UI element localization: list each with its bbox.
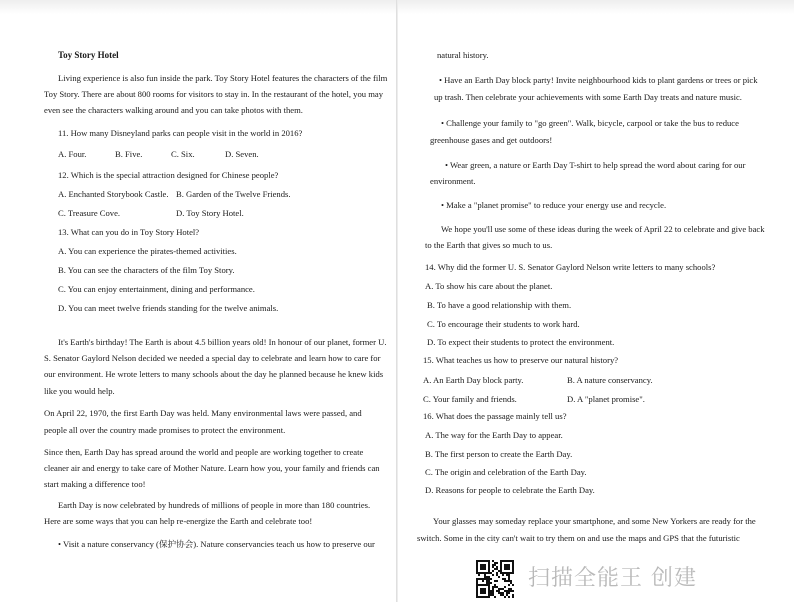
passage-line: • Make a "planet promise" to reduce your energy use and recycle. xyxy=(441,200,667,210)
passage-line: • Challenge your family to "go green". Walk, bicycle, carpool or take the bus to reduce xyxy=(441,118,739,128)
q15-option-b: B. A nature conservancy. xyxy=(567,375,653,385)
passage-line: S. Senator Gaylord Nelson decided we needed a special day to celebrate and learn how to care for xyxy=(44,353,381,363)
qr-module xyxy=(484,568,486,570)
q14-option-b: B. To have a good relationship with them. xyxy=(427,300,572,310)
q13-option-c: C. You can enjoy entertainment, dining and performance. xyxy=(58,284,255,294)
q11-option-b: B. Five. xyxy=(115,149,143,159)
q13-option-a: A. You can experience the pirates-themed activities. xyxy=(58,246,237,256)
passage-line: Earth Day is now celebrated by hundreds of millions of people in more than 180 countries. xyxy=(58,500,371,510)
passage-line: our environment. He wrote letters to many schools about the day he planned because he knew kids xyxy=(44,369,384,379)
passage-line: cleaner air and energy to take care of Mother Nature. Learn how you, your family and friends can xyxy=(44,463,380,473)
qr-module xyxy=(484,592,486,594)
q11-option-c: C. Six. xyxy=(171,149,195,159)
passage-line: to the Earth that gives so much to us. xyxy=(425,240,553,250)
passage-line: Your glasses may someday replace your smartphone, and some New Yorkers are ready for the xyxy=(433,516,756,526)
q16-option-a: A. The way for the Earth Day to appear. xyxy=(425,430,563,440)
scanner-watermark xyxy=(476,560,794,600)
q12-option-a: A. Enchanted Storybook Castle. xyxy=(58,189,169,199)
q11-option-d: D. Seven. xyxy=(225,149,259,159)
question-11: 11. How many Disneyland parks can people visit in the world in 2016? xyxy=(58,128,303,138)
passage-line: On April 22, 1970, the first Earth Day was held. Many environmental laws were passed, and xyxy=(44,408,362,418)
qr-module xyxy=(502,574,504,576)
passage-line: Since then, Earth Day has spread around the world and people are working together to create xyxy=(44,447,364,457)
qr-code-icon xyxy=(476,560,514,598)
qr-module xyxy=(508,584,510,586)
q15-option-c: C. Your family and friends. xyxy=(423,394,517,404)
right-page xyxy=(397,0,794,602)
qr-module xyxy=(508,592,510,594)
q16-option-d: D. Reasons for people to celebrate the Earth Day. xyxy=(425,485,595,495)
qr-module xyxy=(496,580,498,582)
q11-option-a: A. Four. xyxy=(58,149,87,159)
watermark-text: 扫描全能王 创建 xyxy=(528,566,697,591)
qr-module xyxy=(490,582,492,584)
passage-line: like you would help. xyxy=(44,386,115,396)
qr-module xyxy=(508,596,510,598)
qr-module xyxy=(478,574,480,576)
question-13: 13. What can you do in Toy Story Hotel? xyxy=(58,227,200,237)
q12-option-d: D. Toy Story Hotel. xyxy=(176,208,244,218)
q13-option-b: B. You can see the characters of the film Toy Story. xyxy=(58,265,235,275)
qr-module xyxy=(512,572,514,574)
q15-option-d: D. A "planet promise". xyxy=(567,394,645,404)
qr-module xyxy=(494,596,496,598)
qr-module xyxy=(498,576,500,578)
q16-option-b: B. The first person to create the Earth Day. xyxy=(425,449,573,459)
passage-line: start making a difference too! xyxy=(44,479,146,489)
passage-line: • Visit a nature conservancy (保护协会). Nature conservancies teach us how to preserve our xyxy=(58,539,375,549)
question-14: 14. Why did the former U. S. Senator Gaylord Nelson write letters to many schools? xyxy=(425,262,716,272)
passage-line: We hope you'll use some of these ideas during the week of April 22 to celebrate and give back xyxy=(441,224,765,234)
passage-line: people all over the country made promises to protect the environment. xyxy=(44,425,286,435)
question-15: 15. What teaches us how to preserve our natural history? xyxy=(423,355,619,365)
qr-module xyxy=(512,590,514,592)
passage-line: switch. Some in the city can't wait to try them on and use the maps and GPS that the futuristic xyxy=(417,533,740,543)
q14-option-d: D. To expect their students to protect the environment. xyxy=(427,337,615,347)
passage-line: Here are some ways that you can help re-energize the Earth and celebrate too! xyxy=(44,516,313,526)
qr-module xyxy=(490,578,492,580)
qr-module xyxy=(512,584,514,586)
passage-line: • Have an Earth Day block party! Invite neighbourhood kids to plant gardens or trees or pick xyxy=(439,75,758,85)
passage-line: greenhouse gases and get outdoors! xyxy=(430,135,553,145)
qr-module xyxy=(496,562,498,564)
passage-line: environment. xyxy=(430,176,476,186)
qr-module xyxy=(512,596,514,598)
q16-option-c: C. The origin and celebration of the Earth Day. xyxy=(425,467,587,477)
qr-module xyxy=(504,596,506,598)
passage-line: up trash. Then celebrate your achievements with some Earth Day treats and nature music. xyxy=(434,92,742,102)
passage-line: natural history. xyxy=(437,50,489,60)
article-title: Toy Story Hotel xyxy=(58,50,119,60)
passage-line: • Wear green, a nature or Earth Day T-shirt to help spread the word about caring for our xyxy=(445,160,746,170)
qr-module xyxy=(488,596,490,598)
intro-line: Toy Story. There are about 800 rooms for visitors to stay in. In the restaurant of the hotel, you may xyxy=(44,89,384,99)
intro-line: even see the characters walking around and you can take photos with them. xyxy=(44,105,303,115)
qr-module xyxy=(492,574,494,576)
qr-module xyxy=(508,568,510,570)
qr-module xyxy=(504,586,506,588)
q14-option-a: A. To show his care about the planet. xyxy=(425,281,553,291)
question-12: 12. Which is the special attraction designed for Chinese people? xyxy=(58,170,279,180)
qr-module xyxy=(482,580,484,582)
q14-option-c: C. To encourage their students to work hard. xyxy=(427,319,580,329)
q15-option-a: A. An Earth Day block party. xyxy=(423,375,524,385)
q12-option-b: B. Garden of the Twelve Friends. xyxy=(176,189,291,199)
qr-module xyxy=(492,570,494,572)
intro-line: Living experience is also fun inside the park. Toy Story Hotel features the characters of the film xyxy=(58,73,388,83)
q12-option-c: C. Treasure Cove. xyxy=(58,208,121,218)
passage-line: It's Earth's birthday! The Earth is about 4.5 billion years old! In honour of our planet, former U. xyxy=(58,337,387,347)
question-16: 16. What does the passage mainly tell us? xyxy=(423,411,567,421)
q13-option-d: D. You can meet twelve friends standing for the twelve animals. xyxy=(58,303,279,313)
